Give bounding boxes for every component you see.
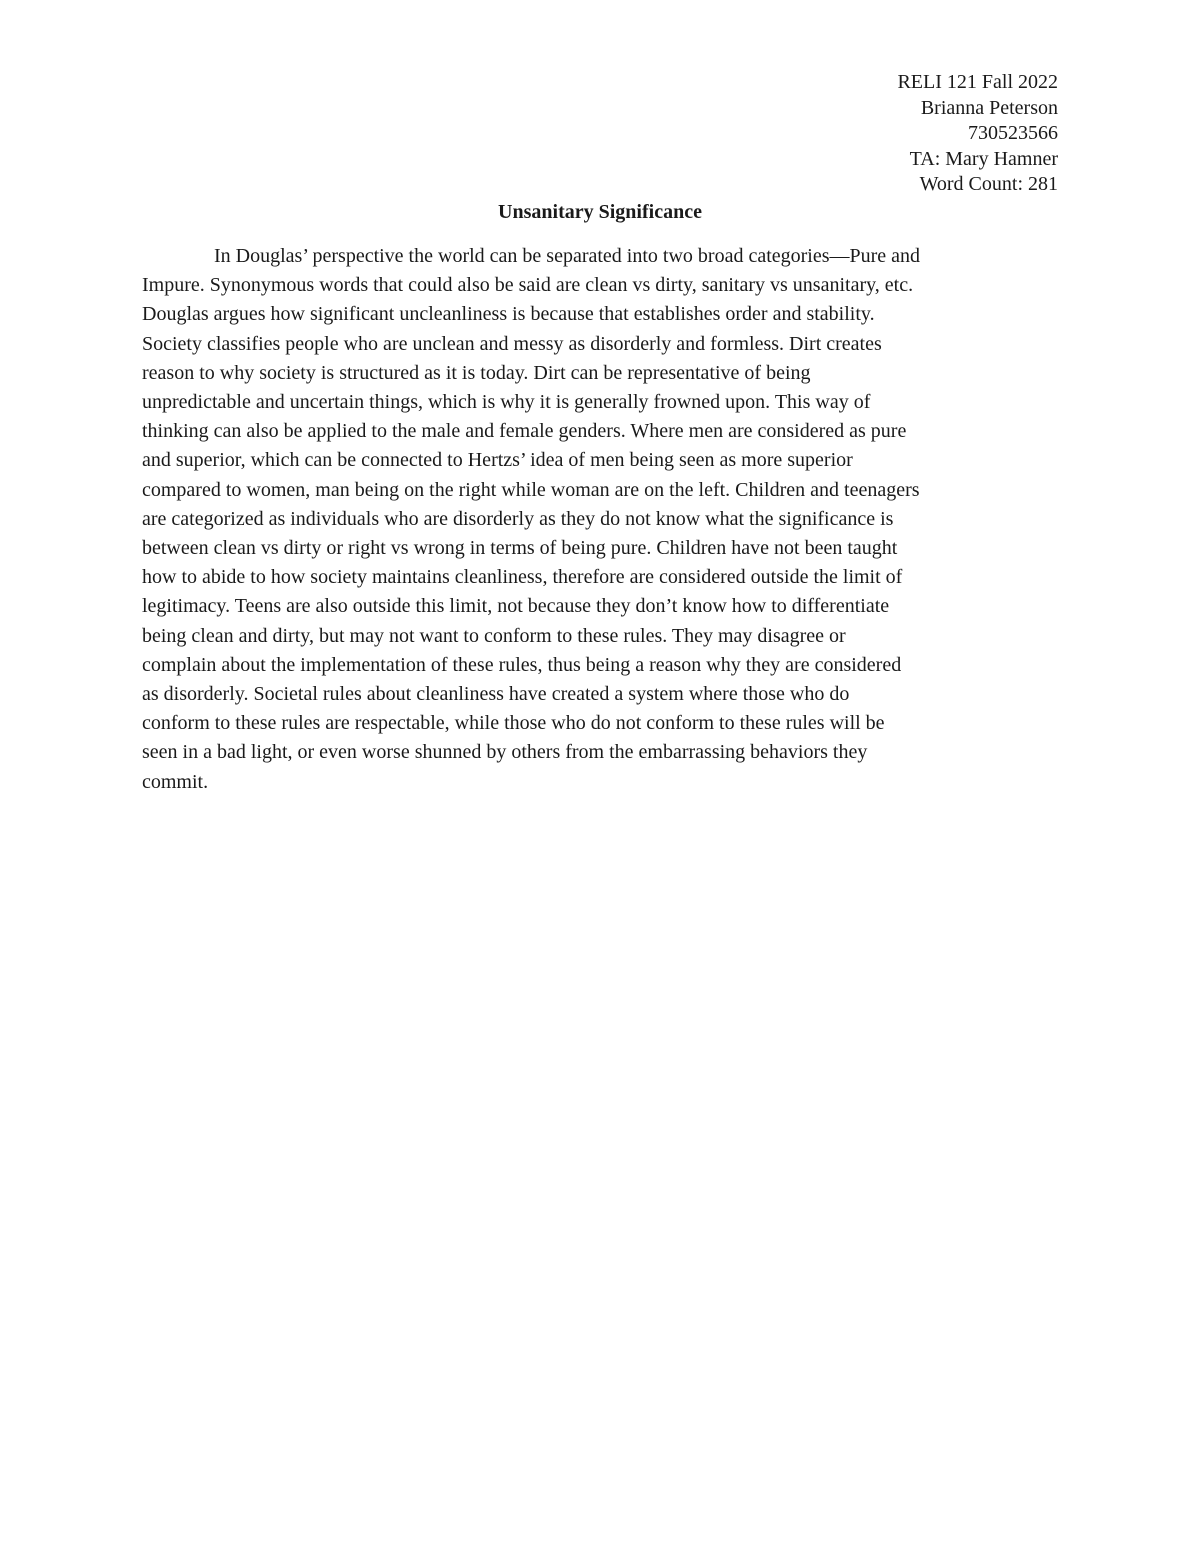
- paragraph-line: are categorized as individuals who are disorderly as they do not know what the significance is: [142, 507, 894, 530]
- paragraph-line: legitimacy. Teens are also outside this limit, not because they don’t know how to differentiate: [142, 595, 890, 618]
- author-name: Brianna Peterson: [920, 96, 1058, 119]
- paragraph-line: Douglas argues how significant uncleanliness is because that establishes order and stability.: [142, 303, 875, 326]
- word-count: Word Count: 281: [919, 173, 1058, 195]
- paragraph-line: commit.: [142, 770, 209, 793]
- course-line: RELI 121 Fall 2022: [897, 71, 1058, 93]
- paragraph-line: being clean and dirty, but may not want to conform to these rules. They may disagree or: [142, 624, 846, 647]
- paragraph-line: between clean vs dirty or right vs wrong in terms of being pure. Children have not been taught: [142, 537, 898, 560]
- document-header: [897, 70, 1058, 198]
- paragraph-line: how to abide to how society maintains cleanliness, therefore are considered outside the limit of: [142, 566, 903, 589]
- paragraph-line: thinking can also be applied to the male and female genders. Where men are considered as pure: [142, 420, 907, 443]
- body-paragraph: [142, 242, 1062, 797]
- student-id: 730523566: [968, 122, 1058, 144]
- paragraph-line: Society classifies people who are unclean and messy as disorderly and formless. Dirt creates: [142, 332, 882, 355]
- paragraph-line: conform to these rules are respectable, while those who do not conform to these rules will be: [142, 712, 885, 735]
- document-title: Unsanitary Significance: [498, 201, 702, 223]
- ta-name: TA: Mary Hamner: [909, 147, 1058, 170]
- paragraph-line: unpredictable and uncertain things, which is why it is generally frowned upon. This way of: [142, 391, 871, 414]
- paragraph-line: seen in a bad light, or even worse shunned by others from the embarrassing behaviors they: [142, 741, 868, 764]
- paragraph-line: complain about the implementation of these rules, thus being a reason why they are considered: [142, 653, 902, 676]
- paragraph-line: compared to women, man being on the right while woman are on the left. Children and teenagers: [142, 478, 920, 501]
- paragraph-line: Impure. Synonymous words that could also be said are clean vs dirty, sanitary vs unsanitary, etc.: [142, 274, 914, 297]
- paragraph-line: and superior, which can be connected to Hertzs’ idea of men being seen as more superior: [142, 449, 853, 472]
- paragraph-line: reason to why society is structured as it is today. Dirt can be representative of being: [142, 361, 811, 384]
- paragraph-line: In Douglas’ perspective the world can be separated into two broad categories—Pure and: [214, 245, 921, 267]
- paragraph-line: as disorderly. Societal rules about cleanliness have created a system where those who do: [142, 683, 850, 706]
